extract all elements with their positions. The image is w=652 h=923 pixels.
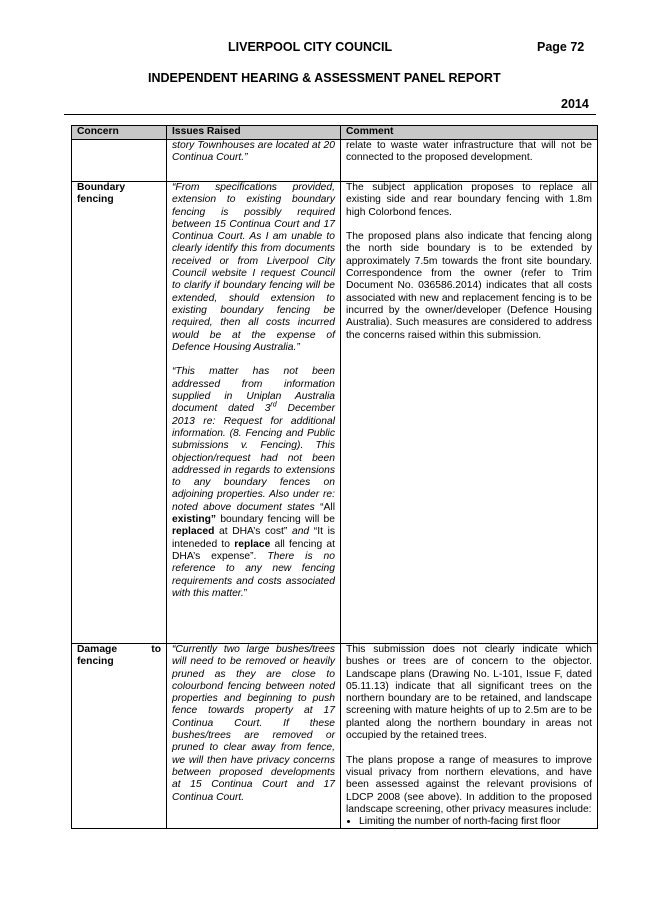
table-row xyxy=(72,644,598,829)
table-row xyxy=(72,182,598,644)
table-header-row xyxy=(72,126,598,140)
column-header-issues: Issues Raised xyxy=(167,126,341,140)
privacy-measures-list xyxy=(346,816,592,828)
comment-paragraph: The proposed plans also indicate that fencing along the north side boundary is to be extended by approximately 7.5m towards the front site boundary. Correspondence from the owner (refer to Trim Document No. 036586.2014) indicates that all costs associated with new and replacement fencing is to be incurred by the owner/developer (Defence Housing Australia). Such measures are considered to address the concerns raised within this submission. xyxy=(346,231,592,341)
concern-cell xyxy=(72,140,167,182)
organisation-name: LIVERPOOL CITY COUNCIL xyxy=(228,40,393,54)
concern-cell: Damage to fencing xyxy=(72,644,167,829)
page-number: Page 72 xyxy=(537,40,585,54)
concern-cell: Boundary fencing xyxy=(72,182,167,644)
issue-paragraph: “This matter has not been addressed from information supplied in Uniplan Australia document dated 3rd December 2013 re: Request for additional information. (8. Fencing and Public submissions v. Fencing). This objection/request had not been addressed in regards to extensions to any boundary fences on adjoining properties. Also under re: noted above document states “All existing” boundary fencing will be replaced at DHA’s cost” and “It is inteneded to replace all fencing at DHA’s expense”. There is no reference to any new fencing requirements and costs associated with this matter.” xyxy=(172,366,336,599)
issue-text: story Townhouses are located at 20 Continua Court.” xyxy=(172,140,335,164)
issue-cell xyxy=(167,182,341,644)
report-title: INDEPENDENT HEARING & ASSESSMENT PANEL REPORT xyxy=(148,71,501,85)
issue-cell xyxy=(167,140,341,182)
issue-paragraph: “From specifications provided, extension to existing boundary fencing is possibly required between 15 Continua Court and 17 Continua Court. As I am unable to clearly identify this from documents received or from Liverpool City Council website I request Council to clarify if boundary fencing will be extended, should extension to existing boundary fencing be required, then all costs incurred would be at the expense of Defence Housing Australia.” xyxy=(172,182,335,353)
table-row xyxy=(72,140,598,182)
issue-text: “Currently two large bushes/trees will need to be removed or heavily pruned as they are close to colourbond fencing between noted properties and beginning to push fence towards property at 17 Continua Court. If these bushes/trees are removed or pruned to clear away from fence, we will then have privacy concerns between proposed developments at 15 Continua Court and 17 Continua Court. xyxy=(172,644,335,803)
comment-text: relate to waste water infrastructure that will not be connected to the proposed development. xyxy=(346,140,592,164)
issue-cell xyxy=(167,644,341,829)
comment-paragraph: This submission does not clearly indicate which bushes or trees are of concern to the objector. Landscape plans (Drawing No. L-101, Issue F, dated 05.11.13) indicate that all significant trees on the northern boundary are to be retained, and landscape screening with mature heights of up to 2.5m are to be planted along the northern boundary in areas not occupied by the retained trees. xyxy=(346,644,592,742)
comment-cell xyxy=(341,644,598,829)
column-header-comment: Comment xyxy=(341,126,598,140)
comment-paragraph: The plans propose a range of measures to improve visual privacy from northern elevations, and have been assessed against the relevant provisions of LDCP 2008 (see above). In addition to the proposed landscape screening, other privacy measures include: xyxy=(346,754,592,815)
submissions-table xyxy=(71,125,598,829)
comment-cell xyxy=(341,182,598,644)
comment-paragraph: The subject application proposes to replace all existing side and rear boundary fencing with 1.8m high Colorbond fences. xyxy=(346,182,592,218)
list-item: • Limiting the number of north-facing first floor xyxy=(359,816,592,828)
column-header-concern: Concern xyxy=(72,126,167,140)
report-year: 2014 xyxy=(561,97,589,111)
comment-cell xyxy=(341,140,598,182)
header-rule xyxy=(64,114,596,115)
